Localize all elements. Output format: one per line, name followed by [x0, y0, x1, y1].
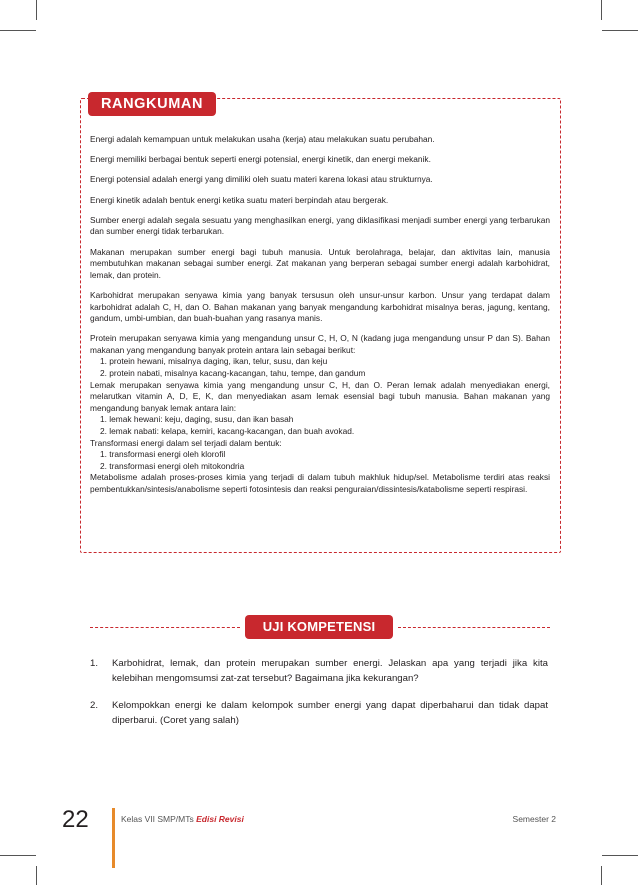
summary-paragraph: Energi memiliki berbagai bentuk seperti energi potensial, energi kinetik, dan energi mekanik. [90, 154, 431, 165]
protein-item: 2. protein nabati, misalnya kacang-kacangan, tahu, tempe, dan gandum [100, 368, 366, 379]
protein-item: 1. protein hewani, misalnya daging, ikan, telur, susu, dan keju [100, 356, 328, 367]
semester-label: Semester 2 [512, 814, 556, 824]
footer-bar [112, 808, 115, 868]
crop-mark [36, 866, 37, 885]
question-number: 1. [90, 658, 99, 669]
crop-mark [602, 855, 638, 856]
metabolism-paragraph: Metabolisme adalah proses-proses kimia yang terjadi di dalam tubuh makhluk hidup/sel. Metabolisme terdiri atas reaksi pembentukkan/sintesis/anabolisme seperti fotosintesis dan reaksi penguraian/dissintesis/katabolisme seperti respirasi. [90, 472, 550, 494]
crop-mark [602, 30, 638, 31]
crop-mark [0, 30, 36, 31]
summary-paragraph: Energi kinetik adalah bentuk energi ketika suatu materi berpindah atau bergerak. [90, 194, 389, 205]
question-item [90, 698, 548, 728]
book-label: Kelas VII SMP/MTs [121, 814, 194, 824]
summary-content [90, 134, 550, 496]
crop-mark [0, 855, 36, 856]
summary-title: RANGKUMAN [88, 92, 216, 116]
question-text: Karbohidrat, lemak, dan protein merupakan sumber energi. Jelaskan apa yang terjadi jika kita kelebihan mengomsumsi zat-zat tersebut? Bagaimana jika kekurangan? [112, 658, 548, 684]
fat-paragraph: Lemak merupakan senyawa kimia yang mengandung unsur C, H, dan O. Peran lemak adalah menyediakan energi, melarutkan vitamin A, D, E, K, dan menyediakan asam lemak esensial bagi tubuh manusia. Bahan makanan yang mengandung banyak lemak antara lain: [90, 379, 550, 413]
question-list [90, 656, 548, 740]
fat-item: 1. lemak hewani: keju, daging, susu, dan ikan basah [100, 414, 294, 425]
section-divider-left [90, 627, 240, 628]
uji-kompetensi-title: UJI KOMPETENSI [245, 615, 393, 639]
crop-mark [601, 0, 602, 20]
edition-label: Edisi Revisi [196, 814, 244, 824]
summary-paragraph: Energi adalah kemampuan untuk melakukan usaha (kerja) atau melakukan suatu perubahan. [90, 134, 435, 144]
footer-book-info [121, 814, 244, 824]
transform-paragraph: Transformasi energi dalam sel terjadi dalam bentuk: [90, 437, 282, 448]
summary-paragraph: Sumber energi adalah segala sesuatu yang menghasilkan energi, yang diklasifikasi menjadi sumber energi yang terbarukan dan sumber energi tidak terbarukan. [90, 214, 550, 237]
fat-item: 2. lemak nabati: kelapa, kemiri, kacang-kacangan, dan buah avokad. [100, 426, 355, 437]
question-number: 2. [90, 700, 99, 711]
summary-paragraph: Karbohidrat merupakan senyawa kimia yang banyak tersusun oleh unsur-unsur karbon. Unsur yang terdapat dalam karbohidrat adalah C, H, dan O. Bahan makanan yang banyak mengandung karbohidrat misalnya beras, jagung, kentang, gandum, umbi-umbian, dan buah-buahan yang rasanya manis. [90, 289, 550, 324]
transform-item: 2. transformasi energi oleh mitokondria [100, 460, 245, 471]
transform-item: 1. transformasi energi oleh klorofil [100, 449, 226, 460]
crop-mark [36, 0, 37, 20]
summary-paragraph: Energi potensial adalah energi yang dimiliki oleh suatu materi karena lokasi atau strukturnya. [90, 174, 433, 185]
question-item [90, 656, 548, 686]
protein-paragraph: Protein merupakan senyawa kimia yang mengandung unsur C, H, O, N (kadang juga mengandung unsur P dan S). Bahan makanan yang mengandung banyak protein antara lain sebagai berikut: [90, 333, 550, 355]
page-number: 22 [62, 806, 89, 833]
section-divider-right [398, 627, 550, 628]
crop-mark [601, 866, 602, 885]
summary-paragraph: Makanan merupakan sumber energi bagi tubuh manusia. Untuk berolahraga, belajar, dan aktivitas lain, manusia membutuhkan makanan sebagai sumber energi. Zat makanan yang berperan sebagai sumber energi adalah karbohidrat, lemak, dan protein. [90, 246, 550, 280]
question-text: Kelompokkan energi ke dalam kelompok sumber energi yang dapat diperbaharui dan tidak dapat diperbarui. (Coret yang salah) [112, 700, 548, 726]
